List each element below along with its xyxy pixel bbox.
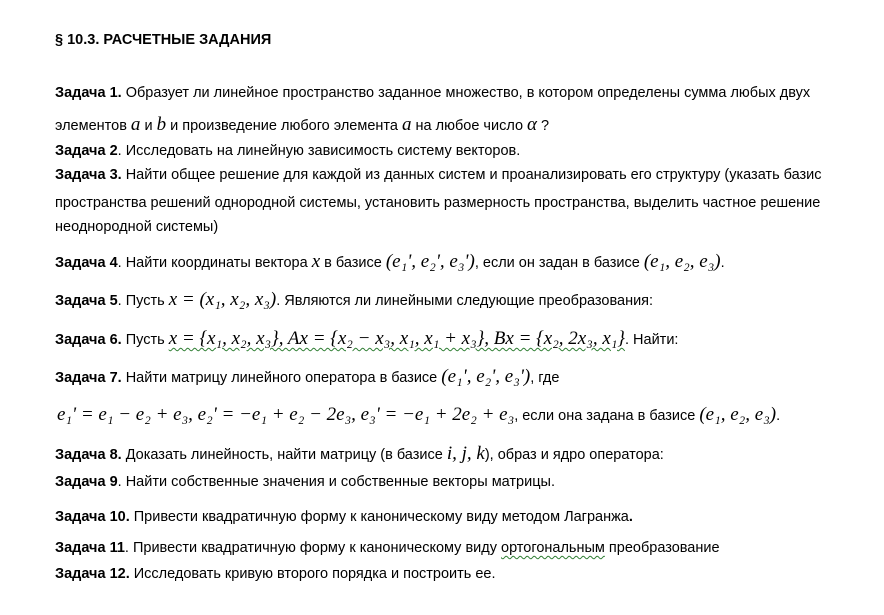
task-3-line-3: неоднородной системы): [55, 219, 219, 235]
task-5: Задача 5. Пусть x = (x₁, x₂, x₃). Являются ли линейными следующие преобразования:: [55, 289, 654, 310]
task-8: Задача 8. Доказать линейность, найти матрицу (в базисе i, j, k), образ и ядро оператора:: [55, 443, 664, 464]
task-9: Задача 9. Найти собственные значения и собственные векторы матрицы.: [55, 474, 555, 490]
task-3-line-1: Задача 3. Найти общее решение для каждой из данных систем и проанализировать его структуру (указать базис: [55, 167, 822, 183]
task-10: Задача 10. Привести квадратичную форму к каноническому виду методом Лагранжа.: [55, 509, 633, 525]
task-7-line-1: Задача 7. Найти матрицу линейного оператора в базисе (e₁', e₂', e₃'), где: [55, 366, 560, 387]
task-2: Задача 2. Исследовать на линейную зависимость систему векторов.: [55, 143, 521, 159]
task-12: Задача 12. Исследовать кривую второго порядка и построить ее.: [55, 566, 496, 582]
task-1-line-2: элементов a и b и произведение любого элемента a на любое число α ?: [55, 114, 550, 135]
task-11: Задача 11. Привести квадратичную форму к каноническому виду ортогональным преобразование: [55, 540, 720, 556]
task-6: Задача 6. Пусть x = {x₁, x₂, x₃}, Ax = {x₂ − x₃, x₁, x₁ + x₃}, Bx = {x₂, 2x₃, x₁}. Найти:: [55, 328, 679, 349]
section-title: § 10.3. РАСЧЕТНЫЕ ЗАДАНИЯ: [55, 32, 272, 48]
task-3-line-2: пространства решений однородной системы, установить размерность пространства, выделить частное решение: [55, 195, 821, 211]
task-1-line-1: Задача 1. Образует ли линейное пространство заданное множество, в котором определены сумма любых двух: [55, 85, 811, 101]
task-1-label: Задача 1.: [55, 85, 122, 101]
task-4: Задача 4. Найти координаты вектора x в базисе (e₁', e₂', e₃'), если он задан в базисе (e₁, e₂, e₃).: [55, 251, 725, 272]
task-7-line-2: e₁' = e₁ − e₂ + e₃, e₂' = −e₁ + e₂ − 2e₃, e₃' = −e₁ + 2e₂ + e₃, если она задана в базисе (e₁, e₂, e₃).: [57, 404, 781, 425]
